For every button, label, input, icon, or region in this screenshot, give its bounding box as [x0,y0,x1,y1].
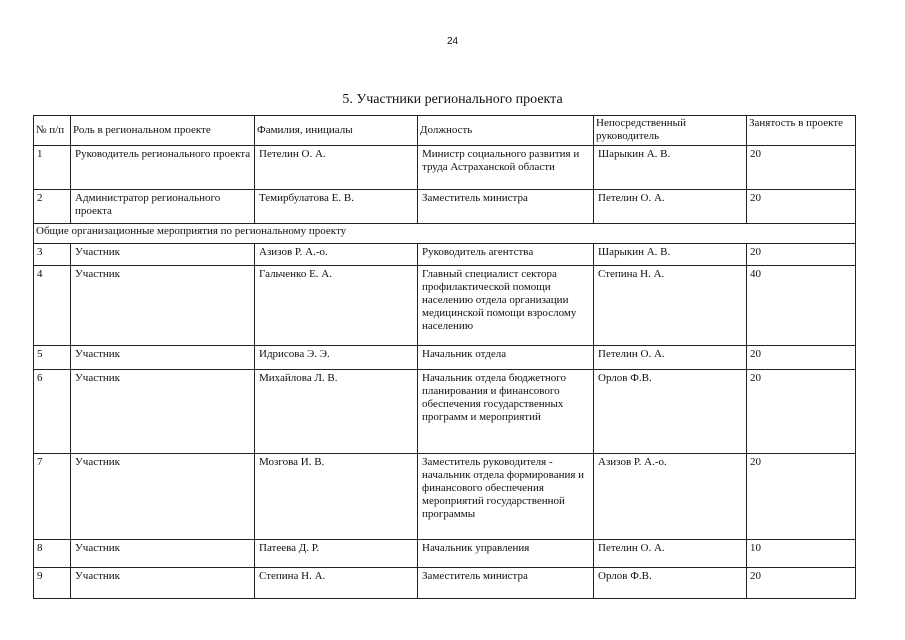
table-row [34,244,856,266]
cell-role: Администратор регионального проекта [71,190,255,224]
cell-position: Заместитель министра [418,568,594,599]
cell-position: Руководитель агентства [418,244,594,266]
cell-role: Участник [71,540,255,568]
cell-load: 40 [747,266,856,346]
header-cell-role: Роль в региональном проекте [71,116,255,146]
cell-manager: Степина Н. А. [594,266,747,346]
cell-manager: Орлов Ф.В. [594,370,747,454]
header-cell-number: № п/п [34,116,71,146]
cell-name: Идрисова Э. Э. [255,346,418,370]
table-row [34,370,856,454]
table-row [34,454,856,540]
cell-manager: Шарыкин А. В. [594,244,747,266]
header-cell-manager: Непосредственный руководитель [594,116,747,146]
cell-number: 5 [34,346,71,370]
table-row [34,190,856,224]
cell-position: Начальник отдела [418,346,594,370]
cell-load: 20 [747,568,856,599]
cell-name: Азизов Р. А.-о. [255,244,418,266]
cell-role: Руководитель регионального проекта [71,146,255,190]
cell-position: Начальник отдела бюджетного планирования и финансового обеспечения государственных программ и мероприятий [418,370,594,454]
cell-position: Главный специалист сектора профилактической помощи населению отдела организации медицинской помощи взрослому населению [418,266,594,346]
table-body-bottom [34,244,856,599]
cell-role: Участник [71,244,255,266]
header-cell-name: Фамилия, инициалы [255,116,418,146]
cell-load: 10 [747,540,856,568]
cell-role: Участник [71,266,255,346]
cell-manager: Петелин О. А. [594,540,747,568]
cell-role: Участник [71,370,255,454]
cell-position: Министр социального развития и труда Астраханской области [418,146,594,190]
cell-load: 20 [747,370,856,454]
cell-manager: Петелин О. А. [594,190,747,224]
header-cell-position: Должность [418,116,594,146]
page-number: 24 [446,36,459,47]
cell-number: 1 [34,146,71,190]
participants-table-wrapper [33,115,855,599]
table-row [34,540,856,568]
cell-load: 20 [747,346,856,370]
cell-role: Участник [71,568,255,599]
cell-name: Петелин О. А. [255,146,418,190]
cell-position: Заместитель руководителя - начальник отдела формирования и финансового обеспечения мероприятий государственной программы [418,454,594,540]
cell-load: 20 [747,454,856,540]
cell-manager: Петелин О. А. [594,346,747,370]
table-row [34,568,856,599]
cell-manager: Орлов Ф.В. [594,568,747,599]
cell-name: Степина Н. А. [255,568,418,599]
table-row [34,346,856,370]
cell-number: 4 [34,266,71,346]
group-row [34,224,856,244]
cell-name: Темирбулатова Е. В. [255,190,418,224]
cell-role: Участник [71,346,255,370]
table-header-row [34,116,856,146]
table-row [34,266,856,346]
cell-load: 20 [747,146,856,190]
cell-load: 20 [747,244,856,266]
cell-manager: Шарыкин А. В. [594,146,747,190]
cell-role: Участник [71,454,255,540]
cell-number: 9 [34,568,71,599]
cell-name: Гальченко Е. А. [255,266,418,346]
cell-number: 2 [34,190,71,224]
cell-number: 3 [34,244,71,266]
cell-name: Михайлова Л. В. [255,370,418,454]
cell-position: Заместитель министра [418,190,594,224]
cell-number: 7 [34,454,71,540]
cell-load: 20 [747,190,856,224]
participants-table [33,115,856,599]
cell-manager: Азизов Р. А.-о. [594,454,747,540]
table-row [34,146,856,190]
section-title: 5. Участники регионального проекта [342,92,563,107]
cell-position: Начальник управления [418,540,594,568]
table-body-top [34,146,856,224]
cell-number: 6 [34,370,71,454]
cell-number: 8 [34,540,71,568]
cell-name: Мозгова И. В. [255,454,418,540]
header-cell-load: Занятость в проекте [747,116,856,146]
group-label: Общие организационные мероприятия по региональному проекту [34,224,856,244]
cell-name: Патеева Д. Р. [255,540,418,568]
